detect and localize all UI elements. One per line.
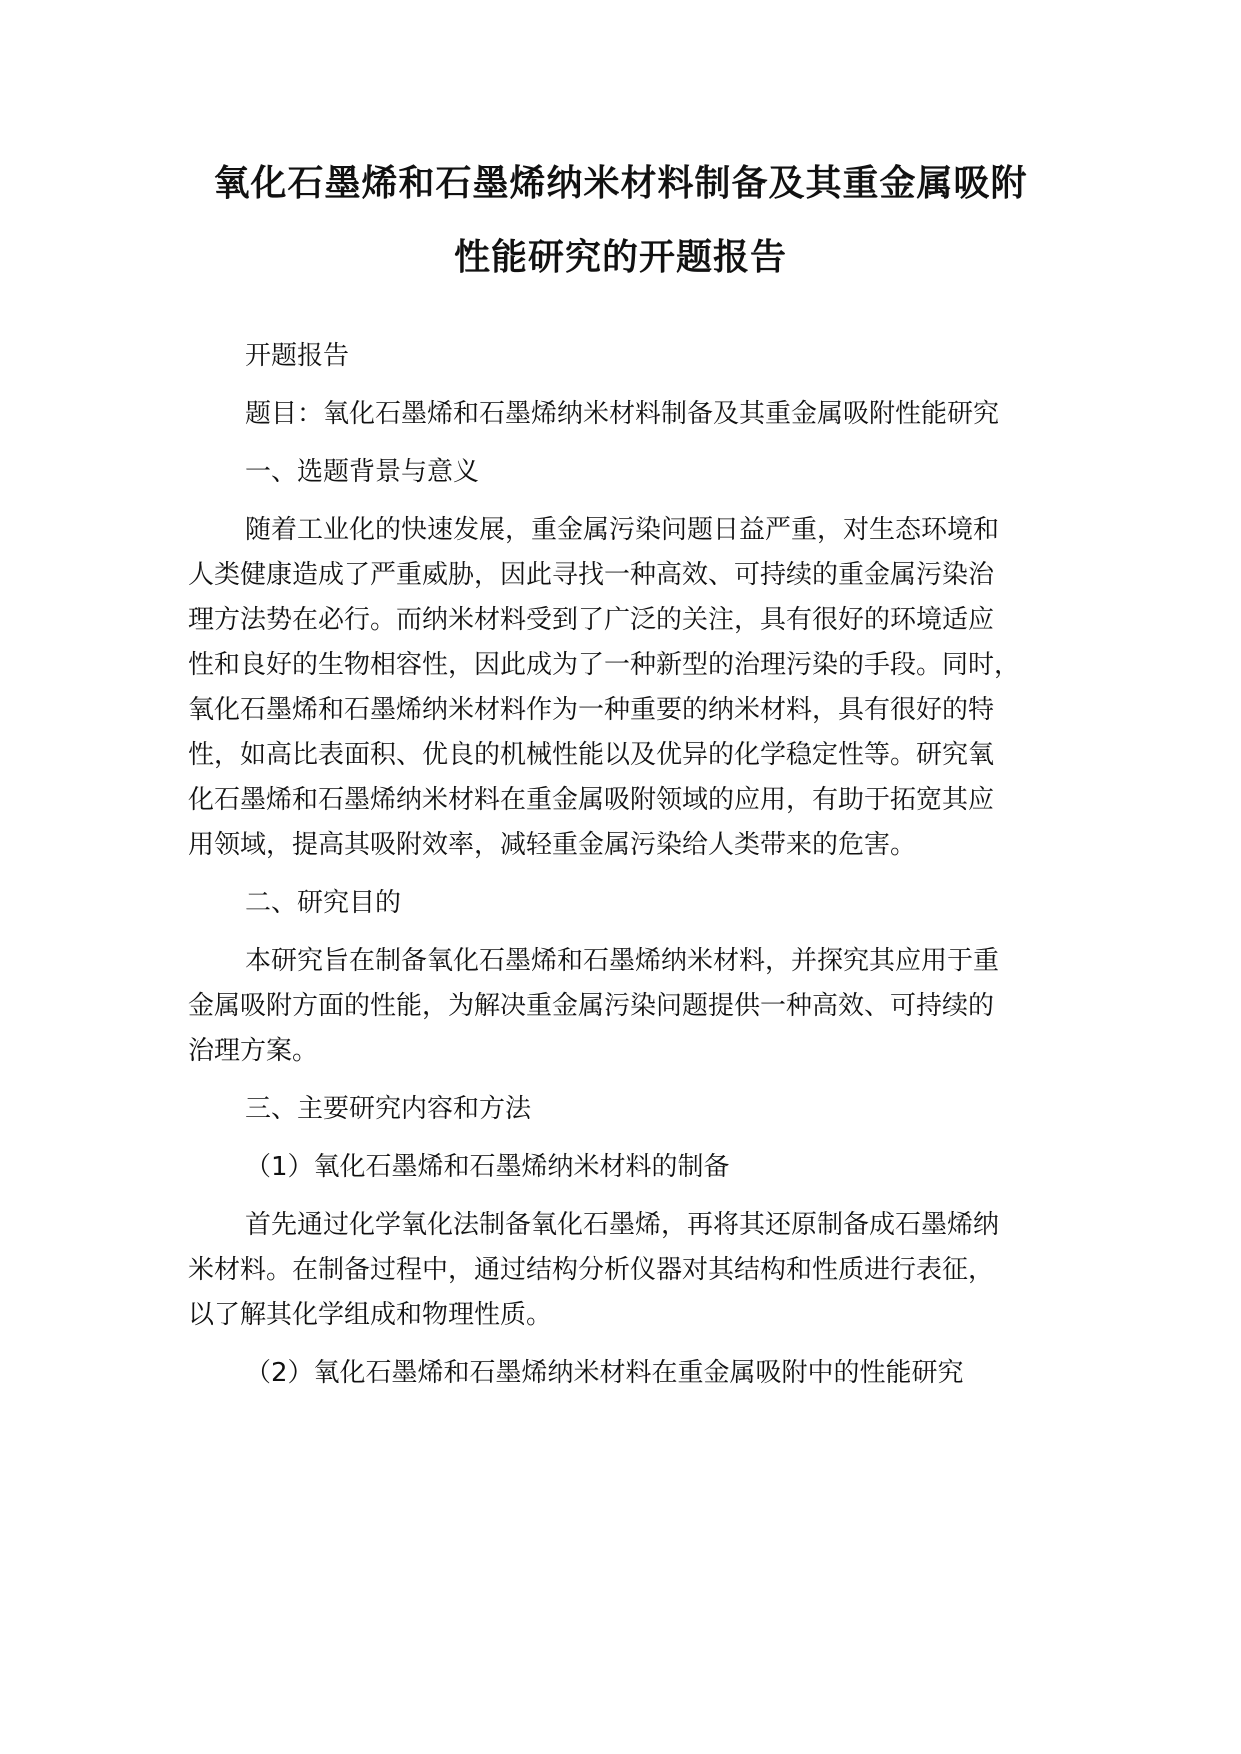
paragraph-line: 理方法势在必行。而纳米材料受到了广泛的关注，具有很好的环境适应 [188,605,995,635]
subsection-1-title: （1）氧化石墨烯和石墨烯纳米材料的制备 [245,1152,730,1182]
subsection-2-title: （2）氧化石墨烯和石墨烯纳米材料在重金属吸附中的性能研究 [245,1358,964,1388]
paragraph-line: 本研究旨在制备氧化石墨烯和石墨烯纳米材料，并探究其应用于重 [245,946,1000,976]
paragraph-line: 人类健康造成了严重威胁，因此寻找一种高效、可持续的重金属污染治 [188,560,995,590]
document-title-line-1: 氧化石墨烯和石墨烯纳米材料制备及其重金属吸附 [213,163,1028,204]
section-1-title: 一、选题背景与意义 [245,457,480,487]
section-3-title: 三、主要研究内容和方法 [245,1094,532,1124]
section-2-title: 二、研究目的 [245,888,402,918]
paragraph-line: 首先通过化学氧化法制备氧化石墨烯，再将其还原制备成石墨烯纳 [245,1210,1000,1240]
report-heading: 开题报告 [245,341,350,371]
topic-line: 题目：氧化石墨烯和石墨烯纳米材料制备及其重金属吸附性能研究 [245,399,1000,429]
paragraph-line: 米材料。在制备过程中，通过结构分析仪器对其结构和性质进行表征， [188,1255,995,1285]
paragraph-line: 随着工业化的快速发展，重金属污染问题日益严重，对生态环境和 [245,515,1000,545]
paragraph-line: 金属吸附方面的性能，为解决重金属污染问题提供一种高效、可持续的 [188,991,995,1021]
paragraph-line: 化石墨烯和石墨烯纳米材料在重金属吸附领域的应用，有助于拓宽其应 [188,785,995,815]
paragraph-line: 以了解其化学组成和物理性质。 [188,1300,553,1330]
paragraph-line: 用领域，提高其吸附效率，减轻重金属污染给人类带来的危害。 [188,830,917,860]
paragraph-line: 性，如高比表面积、优良的机械性能以及优异的化学稳定性等。研究氧 [188,740,995,770]
document-title-line-2: 性能研究的开题报告 [453,237,787,278]
paragraph-line: 氧化石墨烯和石墨烯纳米材料作为一种重要的纳米材料，具有很好的特 [188,695,995,725]
paragraph-line: 治理方案。 [188,1036,319,1066]
paragraph-line: 性和良好的生物相容性，因此成为了一种新型的治理污染的手段。同时， [188,650,1021,680]
